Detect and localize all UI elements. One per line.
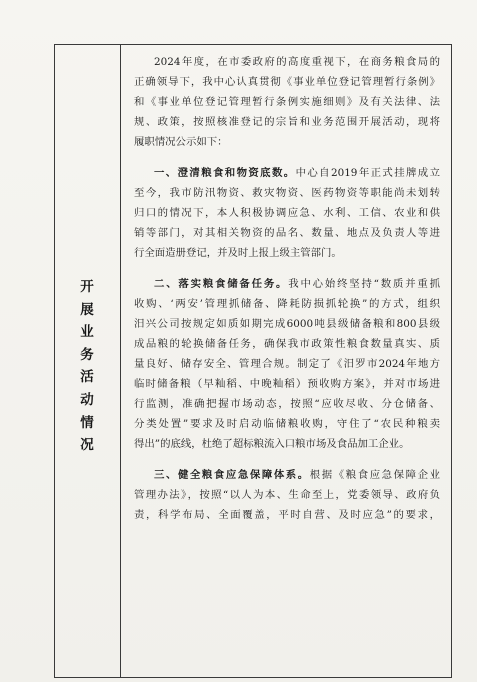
text-line: 三、健全粮食应急保障体系。根据《粮食应急保障企业 — [154, 469, 440, 481]
section-heading: 二、落实粮食储备任务。 — [154, 278, 289, 290]
section-heading: 三、健全粮食应急保障体系。 — [154, 469, 310, 481]
paragraph-intro — [134, 52, 440, 152]
text-line: 责，科学布局、全面覆盖，平时自营、及时应急”的要求， — [134, 509, 440, 521]
text-line: 规、政策，按照核准登记的宗旨和业务范围开展活动，现将 — [134, 116, 440, 128]
text-line: 管理办法》，按照“以人为本、生命至上，党委领导、政府负 — [134, 489, 440, 501]
paragraph-section-2 — [134, 274, 440, 454]
text-line: 行监测，准确把握市场动态，按照“应收尽收、分仓储备、 — [134, 398, 440, 410]
column-divider — [120, 44, 121, 678]
text-line: 得出”的底线，杜绝了超标粮流入口粮市场及食品加工企业。 — [134, 438, 410, 450]
text-line: 归口的情况下，本人积极协调应急、水利、工信、农业和供 — [134, 207, 440, 219]
left-label-cell — [54, 44, 120, 678]
paragraph-section-3 — [134, 465, 440, 525]
text-line: 量良好、储存安全、管理合规。制定了《汨罗市2024年地方 — [134, 358, 440, 370]
section-heading: 一、澄清粮食和物资底数。 — [154, 167, 296, 179]
text-line: 至今，我市防汛物资、救灾物资、医药物资等职能尚未划转 — [134, 187, 440, 199]
text-line: 和《事业单位登记管理暂行条例实施细则》及有关法律、法 — [134, 96, 440, 108]
text-line: 正确领导下，我中心认真贯彻《事业单位登记管理暂行条例》 — [134, 76, 440, 88]
text-line: 行全面造册登记，并及时上报上级主管部门。 — [134, 247, 342, 259]
text-line: 汨兴公司按规定如质如期完成6000吨县级储备粮和800县级 — [134, 318, 440, 330]
text-line: 成品粮的轮换储备任务，确保我市政策性粮食数量真实、质 — [134, 338, 440, 350]
content-cell — [134, 52, 440, 525]
text-line: 2024年度，在市委政府的高度重视下，在商务粮食局的 — [154, 56, 440, 68]
text-line: 收购、‘两安’管理抓储备、降耗防损抓轮换”的方式，组织 — [134, 298, 440, 310]
text-line: 分类处置”要求及时启动临储粮收购，守住了“农民种粮卖 — [134, 418, 440, 430]
text-line: 履职情况公示如下： — [134, 136, 228, 148]
vertical-section-label: 开 展 业 务 活 动 情 况 — [80, 279, 94, 454]
paragraph-section-1 — [134, 163, 440, 263]
text-line: 销等部门，对其相关物资的品名、数量、地点及负责人等进 — [134, 227, 440, 239]
text-line: 一、澄清粮食和物资底数。中心自2019年正式挂牌成立 — [154, 167, 440, 179]
text-line: 二、落实粮食储备任务。我中心始终坚持“数质并重抓 — [154, 278, 440, 290]
text-line: 临时储备粮（早籼稻、中晚籼稻）预收购方案》，并对市场进 — [134, 378, 440, 390]
